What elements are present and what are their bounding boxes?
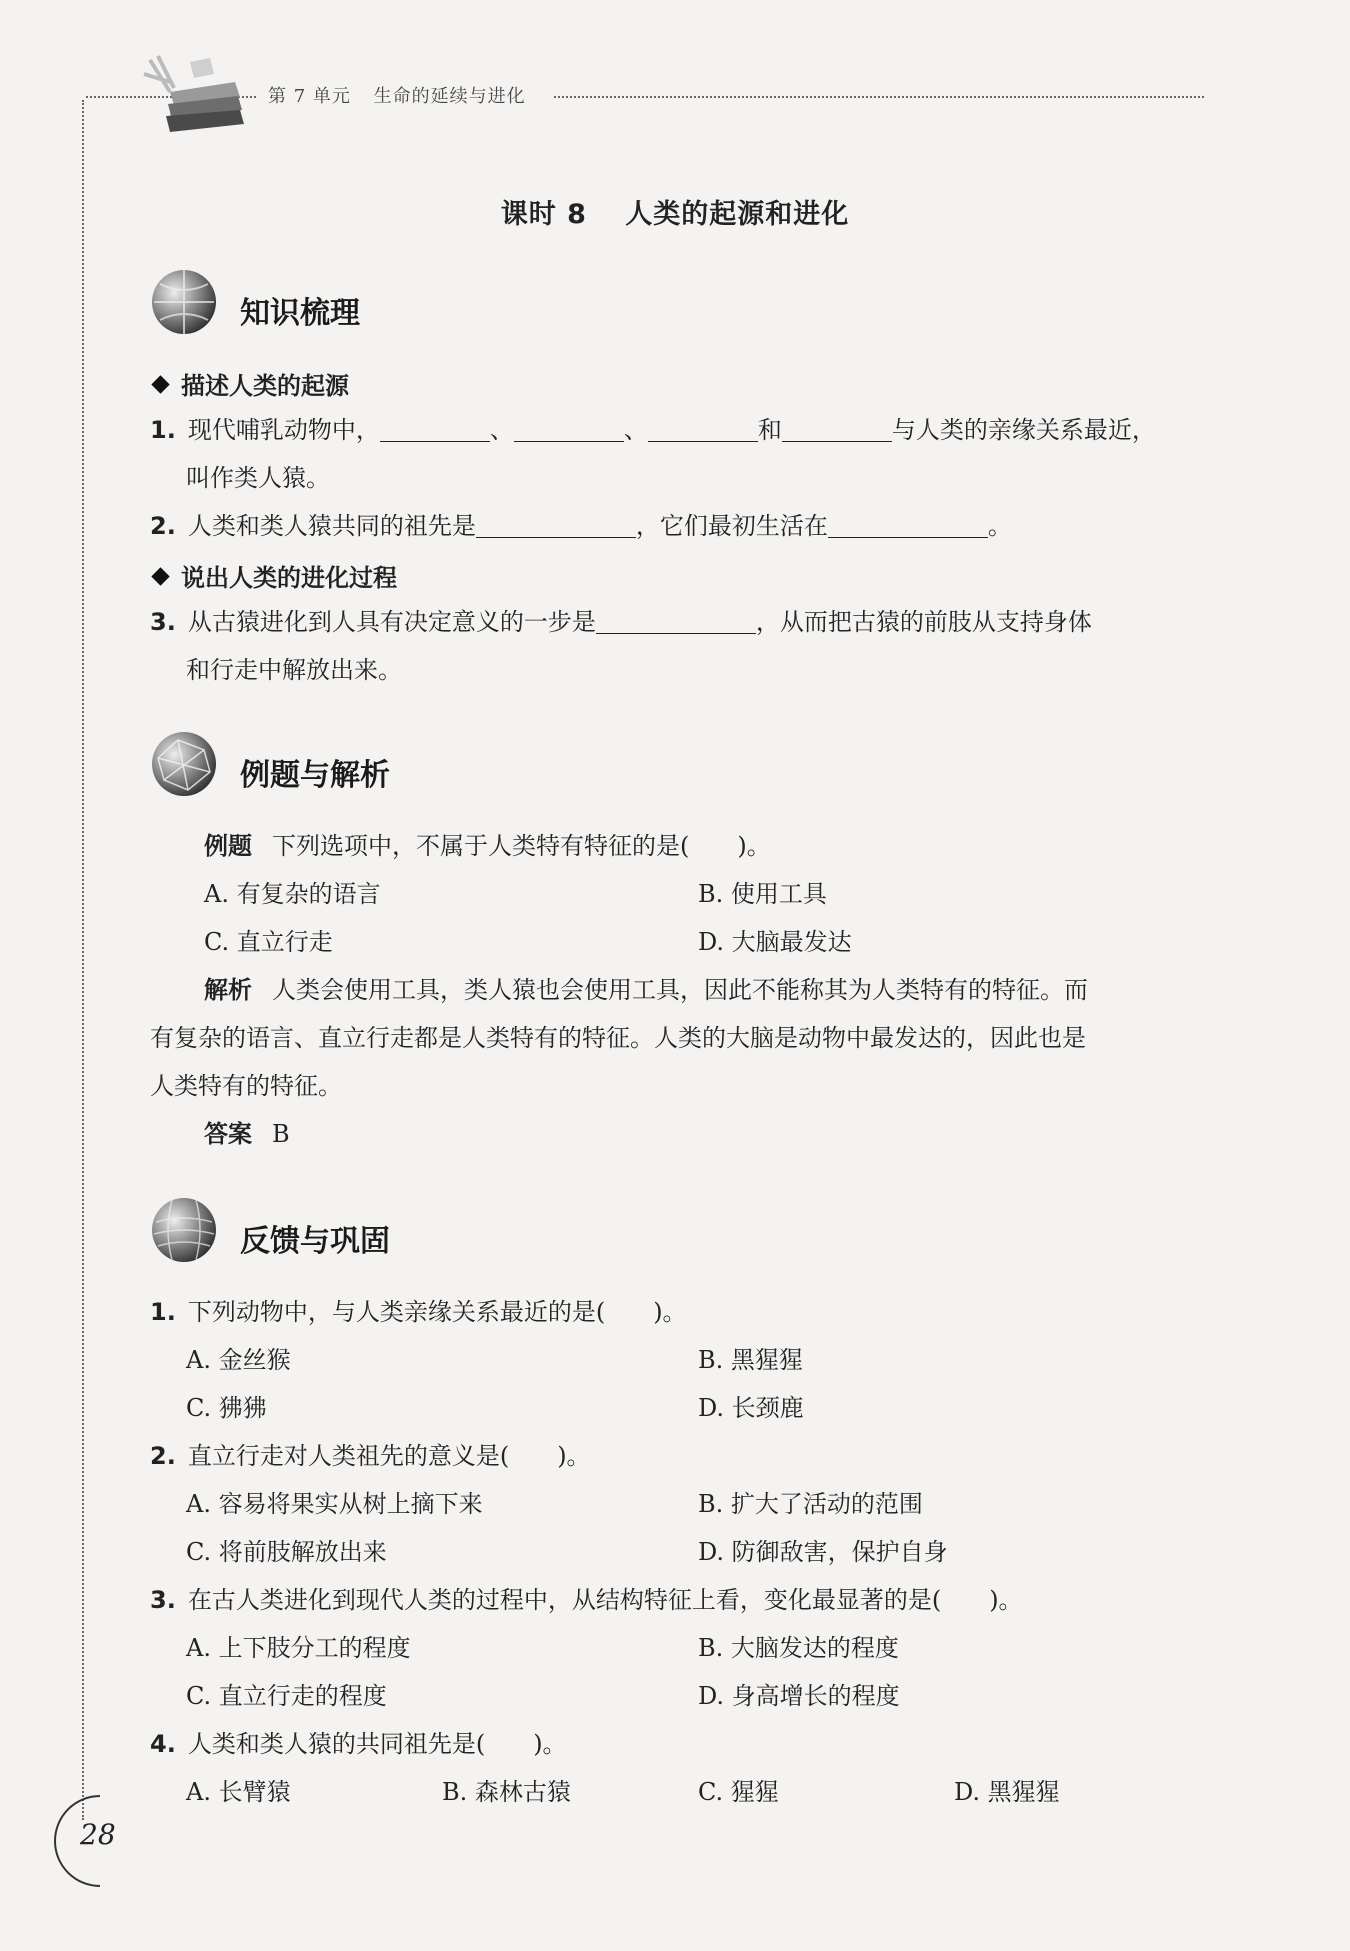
answer-blank[interactable] xyxy=(514,415,624,442)
option-c: C. 狒狒 xyxy=(186,1394,267,1422)
option-d: D. 防御敌害，保护自身 xyxy=(698,1538,948,1566)
option-d: D. 长颈鹿 xyxy=(698,1394,804,1422)
books-logo-icon xyxy=(140,52,250,132)
option-a: A. 上下肢分工的程度 xyxy=(186,1634,411,1662)
conjunction: 和 xyxy=(757,416,782,444)
question-number: 3. xyxy=(150,1586,176,1614)
option-b: B. 森林古猿 xyxy=(442,1778,571,1806)
header-dotted-line xyxy=(86,96,1204,98)
question-number: 1. xyxy=(150,416,176,444)
option-a: A. 有复杂的语言 xyxy=(204,880,381,908)
knowledge-q1-line2: 叫作类人猿。 xyxy=(186,464,330,492)
lesson-title: 人类的起源和进化 xyxy=(625,199,850,230)
option-a: A. 长臂猿 xyxy=(186,1778,291,1806)
answer-line xyxy=(204,1118,290,1150)
globe-icon xyxy=(148,1194,220,1266)
question-number: 2. xyxy=(150,1442,176,1470)
subheading-origin xyxy=(150,366,349,401)
analysis-label: 解析 xyxy=(204,976,252,1004)
question-number: 4. xyxy=(150,1730,176,1758)
separator: 、 xyxy=(623,416,648,444)
example-question xyxy=(204,830,771,862)
option-b: B. 扩大了活动的范围 xyxy=(698,1490,923,1518)
knowledge-q3-line1 xyxy=(150,606,1092,638)
section-title: 例题与解析 xyxy=(240,758,390,793)
question-text: ，它们最初生活在 xyxy=(635,512,828,540)
answer-label: 答案 xyxy=(204,1120,252,1148)
option-c: C. 将前肢解放出来 xyxy=(186,1538,387,1566)
question-text: 。 xyxy=(987,512,1012,540)
feedback-q1 xyxy=(150,1296,687,1328)
diamond-bullet-icon xyxy=(151,375,169,393)
question-text: 人类和类人猿共同的祖先是 xyxy=(187,512,476,540)
answer-blank[interactable] xyxy=(596,607,756,634)
page-title xyxy=(0,192,1350,231)
option-d: D. 身高增长的程度 xyxy=(698,1682,900,1710)
unit-number: 第 7 单元 xyxy=(268,86,351,107)
option-b: B. 大脑发达的程度 xyxy=(698,1634,899,1662)
answer-blank[interactable] xyxy=(782,415,892,442)
subheading-text: 描述人类的起源 xyxy=(181,372,349,400)
option-c: C. 直立行走 xyxy=(204,928,333,956)
answer-value: B xyxy=(272,1120,290,1148)
example-label: 例题 xyxy=(204,832,252,860)
option-b: B. 黑猩猩 xyxy=(698,1346,803,1374)
question-number: 1. xyxy=(150,1298,176,1326)
question-text: 直立行走对人类祖先的意义是( )。 xyxy=(187,1442,591,1470)
subheading-evolution xyxy=(150,558,397,593)
section-title: 知识梳理 xyxy=(240,296,360,331)
knowledge-q1-line1 xyxy=(150,414,1156,446)
feedback-q3 xyxy=(150,1584,1023,1616)
question-text: 与人类的亲缘关系最近， xyxy=(891,416,1156,444)
answer-blank[interactable] xyxy=(476,511,636,538)
option-a: A. 容易将果实从树上摘下来 xyxy=(186,1490,483,1518)
lesson-number: 课时 8 xyxy=(500,199,587,230)
question-number: 3. xyxy=(150,608,176,636)
globe-icon xyxy=(148,266,220,338)
answer-blank[interactable] xyxy=(828,511,988,538)
analysis-line2: 有复杂的语言、直立行走都是人类特有的特征。人类的大脑是动物中最发达的，因此也是 xyxy=(150,1024,1086,1052)
question-text: 在古人类进化到现代人类的过程中，从结构特征上看，变化最显著的是( )。 xyxy=(187,1586,1023,1614)
analysis-text: 人类会使用工具，类人猿也会使用工具，因此不能称其为人类特有的特征。而 xyxy=(272,976,1088,1004)
header-unit xyxy=(258,82,552,108)
analysis-line1 xyxy=(204,974,1088,1006)
unit-title: 生命的延续与进化 xyxy=(373,86,526,107)
question-text: 人类和类人猿的共同祖先是( )。 xyxy=(187,1730,567,1758)
question-number: 2. xyxy=(150,512,176,540)
diamond-bullet-icon xyxy=(151,567,169,585)
question-text: 从古猿进化到人具有决定意义的一步是 xyxy=(187,608,596,636)
question-text: 下列动物中，与人类亲缘关系最近的是( )。 xyxy=(187,1298,687,1326)
feedback-q4 xyxy=(150,1728,567,1760)
option-c: C. 直立行走的程度 xyxy=(186,1682,387,1710)
feedback-q2 xyxy=(150,1440,591,1472)
option-c: C. 猩猩 xyxy=(698,1778,779,1806)
knowledge-q2 xyxy=(150,510,1012,542)
question-text: 下列选项中，不属于人类特有特征的是( )。 xyxy=(272,832,771,860)
option-b: B. 使用工具 xyxy=(698,880,827,908)
separator: 、 xyxy=(489,416,514,444)
question-text: 现代哺乳动物中， xyxy=(187,416,380,444)
option-a: A. 金丝猴 xyxy=(186,1346,291,1374)
answer-blank[interactable] xyxy=(648,415,758,442)
option-d: D. 大脑最发达 xyxy=(698,928,852,956)
globe-network-icon xyxy=(148,728,220,800)
analysis-line3: 人类特有的特征。 xyxy=(150,1072,342,1100)
question-text: ，从而把古猿的前肢从支持身体 xyxy=(755,608,1092,636)
margin-dotted-line xyxy=(82,100,84,1820)
answer-blank[interactable] xyxy=(380,415,490,442)
subheading-text: 说出人类的进化过程 xyxy=(181,564,397,592)
knowledge-q3-line2: 和行走中解放出来。 xyxy=(186,656,402,684)
option-d: D. 黑猩猩 xyxy=(954,1778,1060,1806)
page-number: 28 xyxy=(80,1818,116,1851)
section-title: 反馈与巩固 xyxy=(240,1224,390,1259)
